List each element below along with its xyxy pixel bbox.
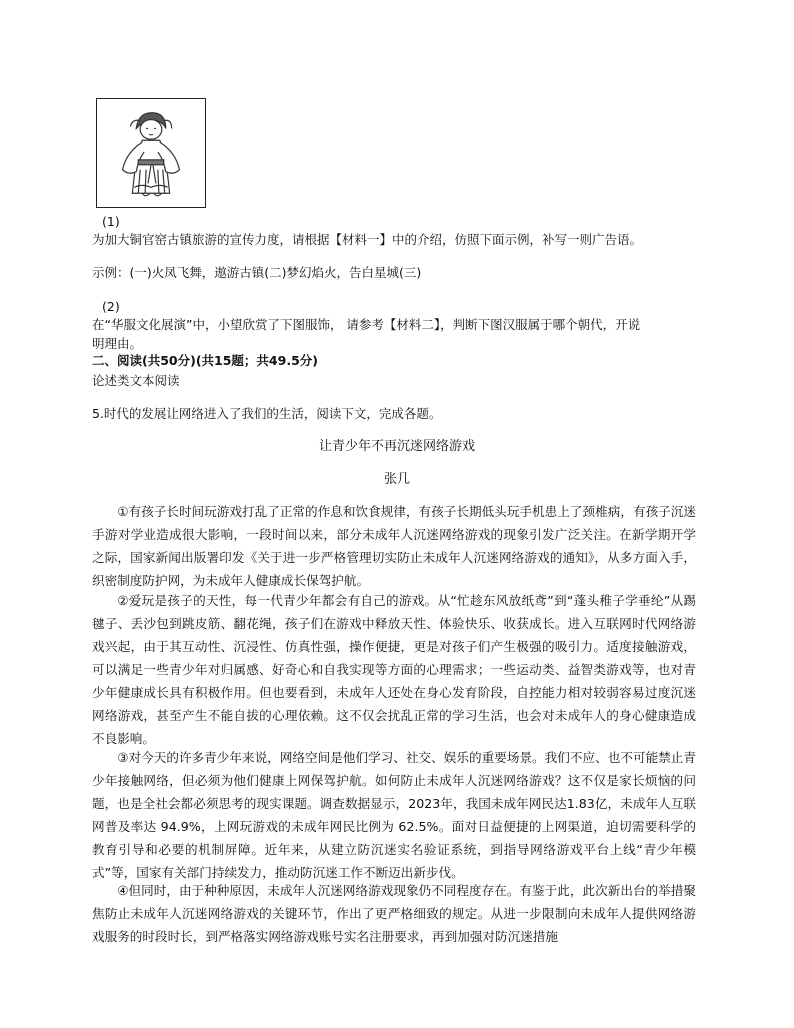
section-subheading: 论述类文本阅读 (92, 373, 180, 388)
paragraph-text: ③对今天的许多青少年来说，网络空间是他们学习、社交、娱乐的重要场景。我们不应、也不可能禁止青少年接触网络，但必须为他们健康上网保驾护航。如何防止未成年人沉迷网络游戏？这不仅是家长烦恼的问题，也是全社会都必须思考的现实课题。调查数据显示，2023年，我国未成年网民达1.83亿，未成年人互联网普及率达 94.9%，上网玩游戏的未成年网民比例为 62.5%。面对日益便捷的上网渠道，迫切需要科学的教育引导和必要的机制屏障。近年来，从建立防沉迷实名验证系统，到指导网络游戏平台上线“青少年模式”等，国家有关部门持续发力，推动防沉迷工作不断迈出新步伐。 (92, 750, 696, 880)
question-part-1-prompt: 为加大铜官窑古镇旅游的宣传力度，请根据【材料一】中的介绍，仿照下面示例，补写一则广告语。 (92, 232, 643, 247)
question-part-1-number: (1) (102, 214, 120, 229)
section-heading: 二、阅读(共50分)(共15题；共49.5分) (92, 353, 318, 368)
paragraph-text: ②爱玩是孩子的天性，每一代青少年都会有自己的游戏。从“忙趁东风放纸鸢”到“蓬头稚子学垂纶”从踢毽子、丢沙包到跳皮筋、翻花绳，孩子们在游戏中释放天性、体验快乐、收获成长。进入互联网时代网络游戏兴起，由于其互动性、沉浸性、仿真性强，操作便捷，更是对孩子们产生极强的吸引力。适度接触游戏，可以满足一些青少年对归属感、好奇心和自我实现等方面的心理需求；一些运动类、益智类游戏等，也对青少年健康成长具有积极作用。但也要看到，未成年人还处在身心发育阶段，自控能力相对较弱容易过度沉迷网络游戏，甚至产生不能自拔的心理依赖。这不仅会扰乱正常的学习生活，也会对未成年人的身心健康造成不良影响。 (92, 593, 696, 746)
hanfu-figure-drawing (97, 99, 205, 207)
question-part-2-prompt-line-2: 明理由。 (92, 336, 143, 351)
hanfu-illustration (96, 98, 206, 208)
question-5-intro: 5.时代的发展让网络进入了我们的生活，阅读下文，完成各题。 (92, 406, 442, 421)
article-title: 让青少年不再沉迷网络游戏 (318, 439, 475, 454)
question-part-1-example: 示例：(一)火凤飞舞，遨游古镇(二)梦幻焰火，告白星城(三) (92, 265, 422, 280)
paragraph-text: ④但同时，由于种种原因，未成年人沉迷网络游戏现象仍不同程度存在。有鉴于此，此次新出台的举措聚焦防止未成年人沉迷网络游戏的关键环节，作出了更严格细致的规定。从进一步限制向未成年人提供网络游戏服务的时段时长，到严格落实网络游戏账号实名注册要求，再到加强对防沉迷措施 (92, 883, 696, 944)
article-author: 张几 (383, 472, 410, 487)
paragraph-text: ①有孩子长时间玩游戏打乱了正常的作息和饮食规律，有孩子长期低头玩手机患上了颈椎病，有孩子沉迷手游对学业造成很大影响，一段时间以来，部分未成年人沉迷网络游戏的现象引发广泛关注。在新学期开学之际，国家新闻出版署印发《关于进一步严格管理切实防止未成年人沉迷网络游戏的通知》，从多方面入手，织密制度防护网，为未成年人健康成长保驾护航。 (92, 504, 696, 588)
article-paragraph-2 (92, 589, 696, 750)
article-paragraph-4 (92, 879, 696, 948)
article-paragraph-3 (92, 746, 696, 884)
question-part-2-number: (2) (102, 299, 120, 314)
question-part-2-prompt-line-1: 在“华服文化展演”中，小望欣赏了下图服饰， 请参考【材料二】，判断下图汉服属于哪个朝代，开说 (92, 317, 641, 332)
article-paragraph-1 (92, 500, 696, 592)
